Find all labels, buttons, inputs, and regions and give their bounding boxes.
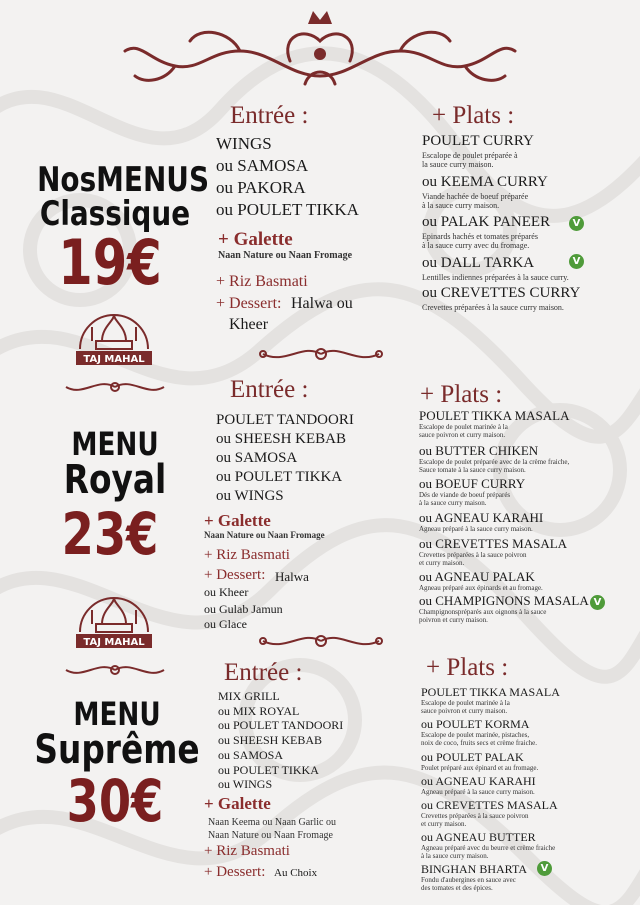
- plat-name: ou CREVETTES CURRY: [422, 285, 581, 301]
- plat-desc: Agneau préparé à la sauce curry maison.: [419, 525, 533, 533]
- menu-supreme-price: 30€: [66, 767, 164, 835]
- menu-royal-dessert-text: Halwa: [275, 569, 309, 584]
- plat-desc: Agneau préparé à la sauce curry maison.: [421, 788, 535, 796]
- menu-classique-entree-item: ou SAMOSA: [216, 156, 309, 175]
- top-ornament: [120, 6, 520, 92]
- divider-ornament-left-2: [58, 658, 172, 682]
- menu-classique-dessert-text: Halwa ou: [291, 295, 353, 312]
- plat-name: POULET CURRY: [422, 133, 534, 149]
- menu-royal-title: [37, 425, 193, 503]
- plat-name: ou CREVETTES MASALA: [419, 536, 568, 551]
- menu-royal-entree-item: ou SAMOSA: [216, 450, 298, 466]
- menu-supreme-entree-item: ou SAMOSA: [218, 748, 284, 762]
- menu-classique-galette: + Galette: [218, 229, 293, 250]
- taj-mahal-logo: [74, 307, 154, 377]
- menu-royal-dessert-label: + Dessert:: [204, 567, 266, 583]
- plat-name: BINGHAN BHARTA: [421, 862, 527, 876]
- plat-desc: Escalope de poulet marinée à la sauce poivron et curry maison.: [421, 699, 510, 716]
- plat-name: ou BOEUF CURRY: [419, 476, 526, 491]
- plat-desc: Escalope de poulet marinée à la sauce poivron et curry maison.: [419, 423, 508, 440]
- menu-classique-entree-item: ou PAKORA: [216, 178, 306, 197]
- plat-desc: Crevettes préparées à la sauce poivron et curry maison.: [421, 812, 529, 829]
- menu-classique-title-line1: NosMENUS: [37, 160, 210, 200]
- logo-text: TAJ MAHAL: [83, 637, 145, 648]
- plat-name: ou POULET PALAK: [421, 750, 524, 764]
- plat-desc: Crevettes préparées à la sauce poivron et curry maison.: [419, 551, 527, 568]
- menu-supreme-riz: + Riz Basmati: [204, 843, 290, 859]
- menu-royal-entree-item: ou SHEESH KEBAB: [216, 431, 347, 447]
- divider-ornament-left-1: [58, 375, 172, 399]
- menu-classique-dessert-label: + Dessert:: [216, 295, 282, 312]
- vegetarian-icon: V: [569, 254, 584, 269]
- plat-name: ou POULET KORMA: [421, 717, 530, 731]
- plat-name: ou DALL TARKA: [422, 255, 535, 271]
- menu-supreme-entree-item: ou WINGS: [218, 777, 273, 791]
- menu-supreme-title: [31, 695, 203, 773]
- menu-supreme-title-line2: Suprême: [34, 727, 200, 773]
- plat-desc: Crevettes préparées à la sauce curry maison.: [422, 303, 564, 312]
- menu-royal-dessert-extra: ou Kheer: [204, 585, 249, 599]
- menu-royal-entree-item: POULET TANDOORI: [216, 412, 354, 428]
- menu-supreme-galette-desc: Naan Keema ou Naan Garlic ou: [208, 817, 336, 828]
- menu-royal-galette: + Galette: [204, 511, 271, 530]
- vegetarian-icon: V: [537, 861, 552, 876]
- plat-name: ou AGNEAU KARAHI: [421, 774, 536, 788]
- menu-supreme-dessert-label: + Dessert:: [204, 864, 266, 880]
- plat-desc: Epinards hachés et tomates préparés à la sauce curry avec du fromage.: [422, 232, 538, 251]
- menu-classique-title: [37, 160, 210, 234]
- menu-supreme-dessert-text: Au Choix: [274, 867, 318, 879]
- divider-ornament-center-1: [255, 341, 387, 367]
- taj-mahal-logo: [74, 590, 154, 660]
- plat-name: ou KEEMA CURRY: [422, 174, 548, 190]
- menu-classique-title-line2: Classique: [39, 194, 191, 234]
- menu-royal-riz: + Riz Basmati: [204, 547, 290, 563]
- plat-desc: Escalope de poulet préparée à la sauce curry maison.: [422, 151, 518, 170]
- plat-desc: Champignonspréparés aux oignons à la sauce poivron et curry maison.: [419, 608, 547, 625]
- plat-desc: Escalope de poulet préparée avec de la crème fraiche, Sauce tomate à la sauce curry maison.: [419, 458, 570, 475]
- menu-royal-plats-header: + Plats :: [420, 381, 503, 408]
- plat-desc: Escalope de poulet marinée, pistaches, noix de coco, fruits secs et crème fraiche.: [421, 731, 538, 748]
- menu-classique-price: 19€: [58, 226, 162, 299]
- menu-classique-plats-header: + Plats :: [432, 102, 515, 129]
- menu-royal-price: 23€: [61, 500, 159, 568]
- menu-supreme-galette: + Galette: [204, 794, 271, 813]
- plat-desc: Agneau préparé aux épinards et au fromage.: [419, 584, 543, 592]
- menu-supreme-entree-item: ou POULET TANDOORI: [218, 718, 344, 732]
- menu-classique-entree-item: WINGS: [216, 134, 272, 153]
- menu-royal-dessert-extra: ou Glace: [204, 617, 247, 631]
- plat-desc: Agneau préparé avec du beurre et crème fraiche à la sauce curry maison.: [421, 844, 556, 861]
- plat-desc: Lentilles indiennes préparées à la sauce curry.: [422, 273, 569, 282]
- menu-supreme-entree-item: ou SHEESH KEBAB: [218, 733, 323, 747]
- plat-name: ou AGNEAU BUTTER: [421, 830, 536, 844]
- vegetarian-icon: V: [569, 216, 584, 231]
- plat-desc: Viande hachée de boeuf préparée à la sauce curry maison.: [422, 192, 529, 211]
- menu-classique-entree-header: Entrée :: [230, 102, 309, 129]
- plat-desc: Poulet préparé aux épinard et au fromage.: [421, 764, 539, 772]
- menu-classique-entree-item: ou POULET TIKKA: [216, 200, 359, 219]
- plat-name: ou AGNEAU KARAHI: [419, 510, 544, 525]
- menu-royal-title-line2: Royal: [63, 457, 167, 503]
- menu-classique-dessert-line2: Kheer: [229, 316, 269, 333]
- menu-supreme-entree-item: MIX GRILL: [218, 689, 280, 703]
- plat-desc: Fondu d'aubergines en sauce avec des tomates et des épices.: [421, 876, 516, 893]
- plat-name: ou PALAK PANEER: [422, 214, 551, 230]
- plat-name: POULET TIKKA MASALA: [421, 685, 560, 699]
- menu-supreme-plats-header: + Plats :: [426, 654, 509, 681]
- logo-text: TAJ MAHAL: [83, 354, 145, 365]
- plat-name: ou BUTTER CHIKEN: [419, 443, 539, 458]
- menu-royal-entree-header: Entrée :: [230, 376, 309, 403]
- menu-supreme-entree-header: Entrée :: [224, 659, 303, 686]
- plat-name: ou AGNEAU PALAK: [419, 569, 535, 584]
- menu-supreme-title-line1: MENU: [73, 695, 161, 733]
- menu-royal-galette-desc: Naan Nature ou Naan Fromage: [204, 530, 325, 540]
- menu-classique-riz: + Riz Basmati: [216, 273, 308, 290]
- menu-royal-dessert-extra: ou Gulab Jamun: [204, 602, 283, 616]
- plat-desc: Dés de viande de boeuf préparés à la sauce curry maison.: [419, 491, 511, 508]
- menu-supreme-entree-item: ou POULET TIKKA: [218, 763, 319, 777]
- divider-ornament-center-2: [255, 628, 387, 654]
- menu-royal-entree-item: ou POULET TIKKA: [216, 469, 343, 485]
- plat-name: POULET TIKKA MASALA: [419, 408, 570, 423]
- menu-classique-galette-desc: Naan Nature ou Naan Fromage: [218, 250, 353, 261]
- menu-supreme-entree-item: ou MIX ROYAL: [218, 704, 300, 718]
- menu-royal-entree-item: ou WINGS: [216, 488, 284, 504]
- menu-supreme-galette-desc2: Naan Nature ou Naan Fromage: [208, 830, 333, 841]
- menu-royal-title-line1: MENU: [71, 425, 159, 463]
- vegetarian-icon: V: [590, 595, 605, 610]
- plat-name: ou CHAMPIGNONS MASALA: [419, 593, 589, 608]
- plat-name: ou CREVETTES MASALA: [421, 798, 558, 812]
